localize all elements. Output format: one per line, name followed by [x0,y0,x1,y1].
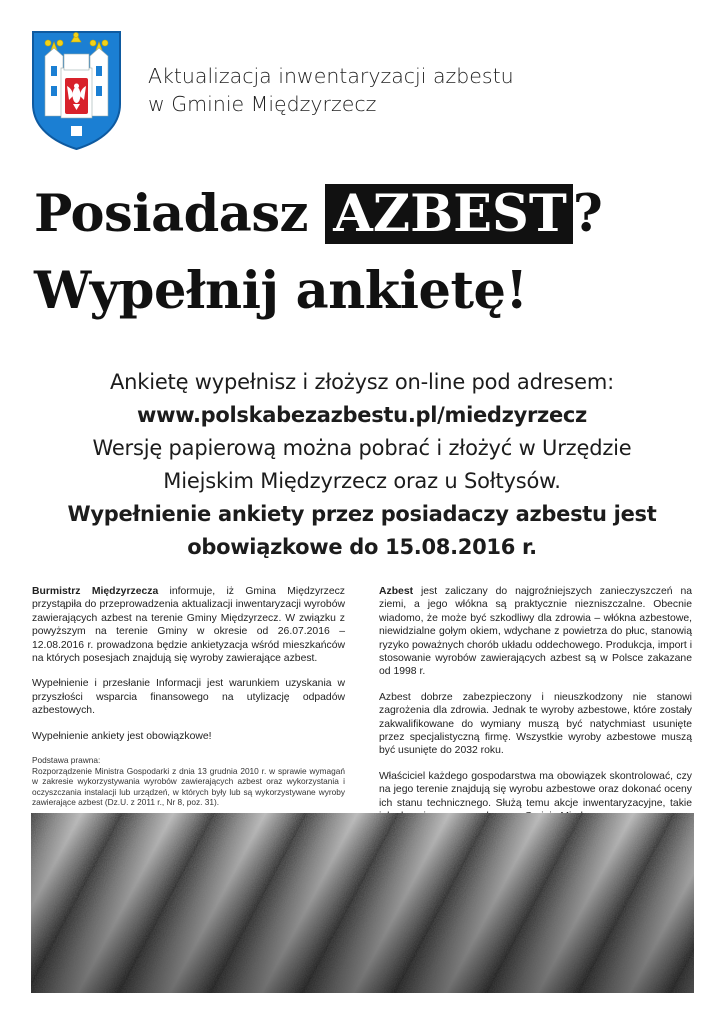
right-paragraph-3: Właściciel każdego gospodarstwa ma obowiązek skontrolować, czy na jego terenie znajdują się wyrobu azbestowe oraz dokonać oceny ich stanu technicznego. Służą temu akcje inwentaryzacyjne, takie [379,770,692,809]
legal-basis [32,755,345,808]
asbestos-roof-photo [31,813,694,993]
survey-url: www.polskabezazbestu.pl/miedzyrzecz [137,403,587,427]
left-p1-lead: Burmistrz Międzyrzecza [32,586,159,597]
header-title-line2: w Gminie Międzyrzecz [148,92,377,116]
info-line4: Miejskim Międzyrzecz oraz u Sołtysów. [163,469,561,493]
right-p1-text: jest zaliczany do najgroźniejszych zanieczyszczeń na ziemi, a jego włókna są praktycznie niezniszczalne. Obecnie wiadomo, że może być szkodliwy dla zdrowia – włókna azbestowe, niewidzialne gołym okiem, wdychane z powietrza do płuc, stanowią ryzyko poważnych chorób układu oddechowego. Produkcja, import i stosowanie wyrobów zawierających azbest są w Polsce zakazane od 1998 r. [379,586,692,678]
coat-of-arms-logo [31,30,122,150]
headline [34,176,694,330]
headline-line1 [34,176,694,253]
headline-line2: Wypełnij ankietę! [34,261,528,321]
info-line5: Wypełnienie ankiety przez posiadaczy azbestu jest [67,502,657,526]
headline-highlight: AZBEST [325,184,573,244]
asbestos-roof-image [31,813,694,993]
left-paragraph-1 [32,585,345,665]
left-column [32,585,345,808]
info-line1: Ankietę wypełnisz i złożysz on-line pod adresem: [109,370,615,394]
left-paragraph-3: Wypełnienie ankiety jest obowiązkowe! [32,730,212,742]
header-title [148,62,668,118]
headline-suffix: ? [572,184,603,244]
info-block [20,366,704,564]
right-p1-lead: Azbest [379,586,414,597]
legal-text: Rozporządzenie Ministra Gospodarki z dnia 13 grudnia 2010 r. w sprawie wymagań w zakresie wykorzystywania wyrobów zawierających azbest oraz wykorzystania i oczyszczania instalacji lub urządzeń, w których były lub są wykorzystywane wyroby zawierające azbest (Dz.U. z 2011 r., Nr 8, poz. 31). [32,765,345,808]
right-paragraph-2: Azbest dobrze zabezpieczony i nieuszkodzony nie stanowi zagrożenia dla zdrowia. Jednak te wyroby azbestowe, które zostały zakwalifikowane do wymiany muszą być natychmiast usunięte przez specjalistyczną firmę. Wszystkie wyroby azbestowe muszą być usunięte do 2032 roku. [379,691,692,757]
right-paragraph-1 [379,585,692,679]
right-column [379,585,692,836]
left-paragraph-2: Wypełnienie i przesłanie Informacji jest warunkiem uzyskania w przyszłości wsparcia finansowego na utylizację odpadów azbestowych. [32,678,345,717]
headline-prefix: Posiadasz [34,184,326,244]
left-p1-text: informuje, iż Gmina Międzyrzecz przystąpiła do przeprowadzenia aktualizacji inwentaryzacji wyrobów zawierających azbest na terenie Gminy Międzyrzecz. W związku z powyższym na terenie Gminy w okresie od 26.07.2016 – 12.08.2016 r. prowadzona będzie ankietyzacja wśród mieszkańców na których posesjach znajdują się wyroby zawierające azbest. [32,586,345,665]
header-title-line1: Aktualizacja inwentaryzacji azbestu [148,64,514,88]
info-line3: Wersję papierową można pobrać i złożyć w Urzędzie [92,436,632,460]
legal-title: Podstawa prawna: [32,755,101,766]
info-line6: obowiązkowe do 15.08.2016 r. [187,535,537,559]
